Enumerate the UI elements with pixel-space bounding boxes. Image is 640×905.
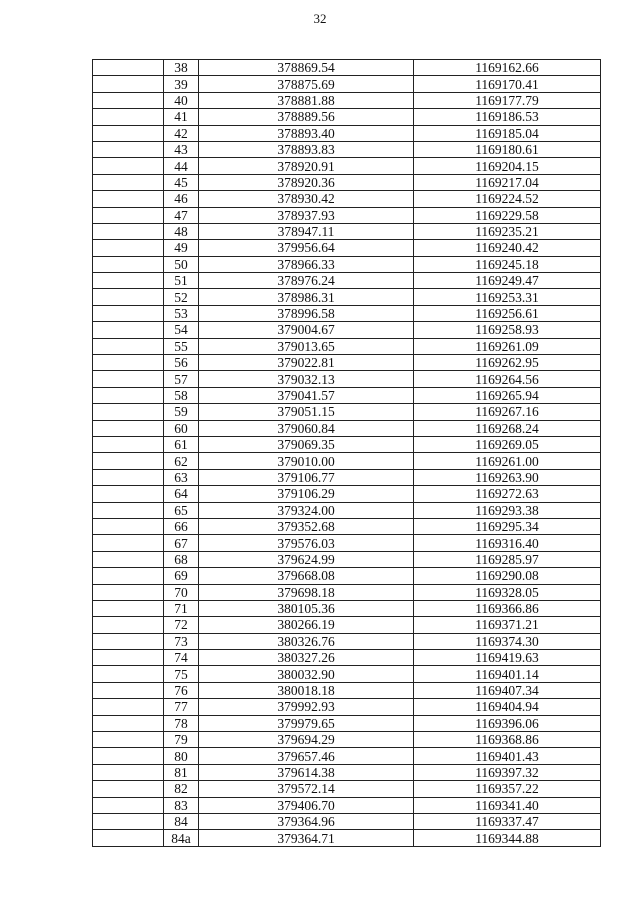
empty-cell xyxy=(93,141,164,157)
empty-cell xyxy=(93,191,164,207)
table-row xyxy=(93,535,601,551)
x-coordinate-cell: 379572.14 xyxy=(199,781,414,797)
table-row xyxy=(93,732,601,748)
x-coordinate-cell: 378869.54 xyxy=(199,60,414,76)
table-row xyxy=(93,469,601,485)
y-coordinate-cell: 1169170.41 xyxy=(414,76,601,92)
empty-cell xyxy=(93,387,164,403)
point-number-cell: 74 xyxy=(164,650,199,666)
empty-cell xyxy=(93,453,164,469)
x-coordinate-cell: 379406.70 xyxy=(199,797,414,813)
y-coordinate-cell: 1169224.52 xyxy=(414,191,601,207)
table-row xyxy=(93,289,601,305)
empty-cell xyxy=(93,584,164,600)
table-row xyxy=(93,256,601,272)
coordinates-table xyxy=(92,59,601,847)
point-number-cell: 69 xyxy=(164,568,199,584)
point-number-cell: 50 xyxy=(164,256,199,272)
table-row xyxy=(93,109,601,125)
point-number-cell: 75 xyxy=(164,666,199,682)
x-coordinate-cell: 378966.33 xyxy=(199,256,414,272)
y-coordinate-cell: 1169401.43 xyxy=(414,748,601,764)
x-coordinate-cell: 378920.91 xyxy=(199,158,414,174)
point-number-cell: 72 xyxy=(164,617,199,633)
empty-cell xyxy=(93,207,164,223)
table-row xyxy=(93,666,601,682)
y-coordinate-cell: 1169290.08 xyxy=(414,568,601,584)
x-coordinate-cell: 379624.99 xyxy=(199,551,414,567)
y-coordinate-cell: 1169256.61 xyxy=(414,305,601,321)
x-coordinate-cell: 378986.31 xyxy=(199,289,414,305)
point-number-cell: 58 xyxy=(164,387,199,403)
table-row xyxy=(93,764,601,780)
x-coordinate-cell: 378930.42 xyxy=(199,191,414,207)
y-coordinate-cell: 1169344.88 xyxy=(414,830,601,846)
x-coordinate-cell: 379004.67 xyxy=(199,322,414,338)
point-number-cell: 64 xyxy=(164,486,199,502)
table-row xyxy=(93,584,601,600)
point-number-cell: 65 xyxy=(164,502,199,518)
y-coordinate-cell: 1169180.61 xyxy=(414,141,601,157)
empty-cell xyxy=(93,469,164,485)
point-number-cell: 42 xyxy=(164,125,199,141)
y-coordinate-cell: 1169204.15 xyxy=(414,158,601,174)
x-coordinate-cell: 380327.26 xyxy=(199,650,414,666)
point-number-cell: 41 xyxy=(164,109,199,125)
y-coordinate-cell: 1169368.86 xyxy=(414,732,601,748)
empty-cell xyxy=(93,633,164,649)
table-row xyxy=(93,207,601,223)
y-coordinate-cell: 1169261.00 xyxy=(414,453,601,469)
point-number-cell: 53 xyxy=(164,305,199,321)
coordinates-table-body xyxy=(93,60,601,847)
table-row xyxy=(93,551,601,567)
point-number-cell: 68 xyxy=(164,551,199,567)
point-number-cell: 84 xyxy=(164,813,199,829)
table-row xyxy=(93,305,601,321)
point-number-cell: 52 xyxy=(164,289,199,305)
x-coordinate-cell: 379041.57 xyxy=(199,387,414,403)
x-coordinate-cell: 379956.64 xyxy=(199,240,414,256)
empty-cell xyxy=(93,240,164,256)
y-coordinate-cell: 1169245.18 xyxy=(414,256,601,272)
point-number-cell: 49 xyxy=(164,240,199,256)
empty-cell xyxy=(93,404,164,420)
empty-cell xyxy=(93,273,164,289)
point-number-cell: 47 xyxy=(164,207,199,223)
empty-cell xyxy=(93,813,164,829)
x-coordinate-cell: 379657.46 xyxy=(199,748,414,764)
y-coordinate-cell: 1169268.24 xyxy=(414,420,601,436)
point-number-cell: 51 xyxy=(164,273,199,289)
x-coordinate-cell: 378947.11 xyxy=(199,223,414,239)
empty-cell xyxy=(93,371,164,387)
x-coordinate-cell: 378937.93 xyxy=(199,207,414,223)
point-number-cell: 55 xyxy=(164,338,199,354)
table-row xyxy=(93,174,601,190)
empty-cell xyxy=(93,797,164,813)
y-coordinate-cell: 1169265.94 xyxy=(414,387,601,403)
empty-cell xyxy=(93,666,164,682)
point-number-cell: 77 xyxy=(164,699,199,715)
empty-cell xyxy=(93,502,164,518)
x-coordinate-cell: 379694.29 xyxy=(199,732,414,748)
point-number-cell: 81 xyxy=(164,764,199,780)
table-row xyxy=(93,797,601,813)
x-coordinate-cell: 378881.88 xyxy=(199,92,414,108)
table-row xyxy=(93,420,601,436)
point-number-cell: 70 xyxy=(164,584,199,600)
empty-cell xyxy=(93,158,164,174)
x-coordinate-cell: 379979.65 xyxy=(199,715,414,731)
empty-cell xyxy=(93,109,164,125)
table-row xyxy=(93,322,601,338)
x-coordinate-cell: 379668.08 xyxy=(199,568,414,584)
empty-cell xyxy=(93,748,164,764)
y-coordinate-cell: 1169341.40 xyxy=(414,797,601,813)
table-row xyxy=(93,600,601,616)
table-row xyxy=(93,273,601,289)
y-coordinate-cell: 1169267.16 xyxy=(414,404,601,420)
point-number-cell: 60 xyxy=(164,420,199,436)
empty-cell xyxy=(93,830,164,846)
empty-cell xyxy=(93,60,164,76)
table-row xyxy=(93,223,601,239)
empty-cell xyxy=(93,568,164,584)
point-number-cell: 38 xyxy=(164,60,199,76)
x-coordinate-cell: 379051.15 xyxy=(199,404,414,420)
point-number-cell: 46 xyxy=(164,191,199,207)
point-number-cell: 71 xyxy=(164,600,199,616)
x-coordinate-cell: 379698.18 xyxy=(199,584,414,600)
y-coordinate-cell: 1169366.86 xyxy=(414,600,601,616)
empty-cell xyxy=(93,338,164,354)
empty-cell xyxy=(93,420,164,436)
y-coordinate-cell: 1169272.63 xyxy=(414,486,601,502)
x-coordinate-cell: 380105.36 xyxy=(199,600,414,616)
empty-cell xyxy=(93,617,164,633)
x-coordinate-cell: 380032.90 xyxy=(199,666,414,682)
table-row xyxy=(93,518,601,534)
table-row xyxy=(93,125,601,141)
y-coordinate-cell: 1169262.95 xyxy=(414,355,601,371)
empty-cell xyxy=(93,92,164,108)
y-coordinate-cell: 1169316.40 xyxy=(414,535,601,551)
x-coordinate-cell: 379060.84 xyxy=(199,420,414,436)
x-coordinate-cell: 378996.58 xyxy=(199,305,414,321)
y-coordinate-cell: 1169253.31 xyxy=(414,289,601,305)
table-row xyxy=(93,568,601,584)
y-coordinate-cell: 1169249.47 xyxy=(414,273,601,289)
empty-cell xyxy=(93,764,164,780)
y-coordinate-cell: 1169357.22 xyxy=(414,781,601,797)
x-coordinate-cell: 380326.76 xyxy=(199,633,414,649)
table-row xyxy=(93,141,601,157)
x-coordinate-cell: 380018.18 xyxy=(199,682,414,698)
x-coordinate-cell: 379614.38 xyxy=(199,764,414,780)
y-coordinate-cell: 1169217.04 xyxy=(414,174,601,190)
x-coordinate-cell: 379013.65 xyxy=(199,338,414,354)
empty-cell xyxy=(93,436,164,452)
table-row xyxy=(93,486,601,502)
x-coordinate-cell: 379032.13 xyxy=(199,371,414,387)
x-coordinate-cell: 379576.03 xyxy=(199,535,414,551)
x-coordinate-cell: 379022.81 xyxy=(199,355,414,371)
x-coordinate-cell: 378893.40 xyxy=(199,125,414,141)
y-coordinate-cell: 1169337.47 xyxy=(414,813,601,829)
table-row xyxy=(93,813,601,829)
x-coordinate-cell: 379010.00 xyxy=(199,453,414,469)
point-number-cell: 78 xyxy=(164,715,199,731)
empty-cell xyxy=(93,322,164,338)
point-number-cell: 57 xyxy=(164,371,199,387)
table-row xyxy=(93,191,601,207)
table-row xyxy=(93,748,601,764)
empty-cell xyxy=(93,486,164,502)
y-coordinate-cell: 1169177.79 xyxy=(414,92,601,108)
table-row xyxy=(93,76,601,92)
empty-cell xyxy=(93,256,164,272)
point-number-cell: 73 xyxy=(164,633,199,649)
point-number-cell: 83 xyxy=(164,797,199,813)
table-row xyxy=(93,699,601,715)
y-coordinate-cell: 1169374.30 xyxy=(414,633,601,649)
x-coordinate-cell: 379364.96 xyxy=(199,813,414,829)
point-number-cell: 56 xyxy=(164,355,199,371)
table-row xyxy=(93,502,601,518)
empty-cell xyxy=(93,518,164,534)
point-number-cell: 80 xyxy=(164,748,199,764)
y-coordinate-cell: 1169229.58 xyxy=(414,207,601,223)
point-number-cell: 62 xyxy=(164,453,199,469)
point-number-cell: 84a xyxy=(164,830,199,846)
x-coordinate-cell: 379364.71 xyxy=(199,830,414,846)
empty-cell xyxy=(93,650,164,666)
page-number: 32 xyxy=(313,11,327,26)
point-number-cell: 61 xyxy=(164,436,199,452)
x-coordinate-cell: 378889.56 xyxy=(199,109,414,125)
point-number-cell: 67 xyxy=(164,535,199,551)
y-coordinate-cell: 1169419.63 xyxy=(414,650,601,666)
table-row xyxy=(93,355,601,371)
x-coordinate-cell: 378875.69 xyxy=(199,76,414,92)
y-coordinate-cell: 1169162.66 xyxy=(414,60,601,76)
empty-cell xyxy=(93,174,164,190)
y-coordinate-cell: 1169401.14 xyxy=(414,666,601,682)
y-coordinate-cell: 1169371.21 xyxy=(414,617,601,633)
table-row xyxy=(93,240,601,256)
y-coordinate-cell: 1169240.42 xyxy=(414,240,601,256)
table-row xyxy=(93,338,601,354)
table-row xyxy=(93,371,601,387)
y-coordinate-cell: 1169293.38 xyxy=(414,502,601,518)
point-number-cell: 45 xyxy=(164,174,199,190)
table-row xyxy=(93,633,601,649)
empty-cell xyxy=(93,535,164,551)
table-row xyxy=(93,650,601,666)
empty-cell xyxy=(93,699,164,715)
table-row xyxy=(93,830,601,846)
table-row xyxy=(93,387,601,403)
empty-cell xyxy=(93,355,164,371)
point-number-cell: 66 xyxy=(164,518,199,534)
table-row xyxy=(93,404,601,420)
empty-cell xyxy=(93,125,164,141)
empty-cell xyxy=(93,305,164,321)
empty-cell xyxy=(93,682,164,698)
empty-cell xyxy=(93,223,164,239)
y-coordinate-cell: 1169185.04 xyxy=(414,125,601,141)
empty-cell xyxy=(93,715,164,731)
y-coordinate-cell: 1169186.53 xyxy=(414,109,601,125)
empty-cell xyxy=(93,551,164,567)
empty-cell xyxy=(93,76,164,92)
x-coordinate-cell: 379352.68 xyxy=(199,518,414,534)
table-row xyxy=(93,92,601,108)
x-coordinate-cell: 378893.83 xyxy=(199,141,414,157)
point-number-cell: 40 xyxy=(164,92,199,108)
empty-cell xyxy=(93,289,164,305)
point-number-cell: 39 xyxy=(164,76,199,92)
y-coordinate-cell: 1169269.05 xyxy=(414,436,601,452)
point-number-cell: 82 xyxy=(164,781,199,797)
y-coordinate-cell: 1169263.90 xyxy=(414,469,601,485)
empty-cell xyxy=(93,732,164,748)
y-coordinate-cell: 1169295.34 xyxy=(414,518,601,534)
table-row xyxy=(93,453,601,469)
y-coordinate-cell: 1169258.93 xyxy=(414,322,601,338)
y-coordinate-cell: 1169404.94 xyxy=(414,699,601,715)
table-row xyxy=(93,682,601,698)
x-coordinate-cell: 379992.93 xyxy=(199,699,414,715)
point-number-cell: 48 xyxy=(164,223,199,239)
table-row xyxy=(93,617,601,633)
table-row xyxy=(93,781,601,797)
x-coordinate-cell: 379106.29 xyxy=(199,486,414,502)
point-number-cell: 79 xyxy=(164,732,199,748)
x-coordinate-cell: 379324.00 xyxy=(199,502,414,518)
point-number-cell: 44 xyxy=(164,158,199,174)
y-coordinate-cell: 1169285.97 xyxy=(414,551,601,567)
y-coordinate-cell: 1169397.32 xyxy=(414,764,601,780)
point-number-cell: 59 xyxy=(164,404,199,420)
x-coordinate-cell: 378976.24 xyxy=(199,273,414,289)
y-coordinate-cell: 1169396.06 xyxy=(414,715,601,731)
table-row xyxy=(93,60,601,76)
table-row xyxy=(93,715,601,731)
table-row xyxy=(93,436,601,452)
point-number-cell: 63 xyxy=(164,469,199,485)
point-number-cell: 76 xyxy=(164,682,199,698)
y-coordinate-cell: 1169407.34 xyxy=(414,682,601,698)
x-coordinate-cell: 380266.19 xyxy=(199,617,414,633)
y-coordinate-cell: 1169261.09 xyxy=(414,338,601,354)
x-coordinate-cell: 379106.77 xyxy=(199,469,414,485)
empty-cell xyxy=(93,600,164,616)
empty-cell xyxy=(93,781,164,797)
table-row xyxy=(93,158,601,174)
y-coordinate-cell: 1169235.21 xyxy=(414,223,601,239)
x-coordinate-cell: 378920.36 xyxy=(199,174,414,190)
y-coordinate-cell: 1169328.05 xyxy=(414,584,601,600)
y-coordinate-cell: 1169264.56 xyxy=(414,371,601,387)
x-coordinate-cell: 379069.35 xyxy=(199,436,414,452)
point-number-cell: 43 xyxy=(164,141,199,157)
point-number-cell: 54 xyxy=(164,322,199,338)
